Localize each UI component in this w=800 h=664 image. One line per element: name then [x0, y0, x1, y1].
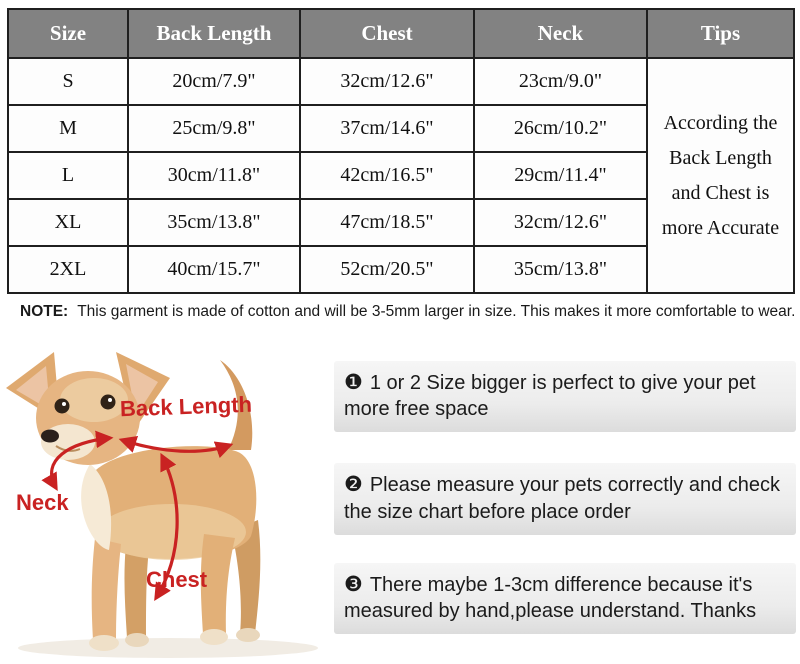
cell-back-length: 40cm/15.7"	[128, 246, 300, 293]
cell-back-length: 25cm/9.8"	[128, 105, 300, 152]
dog-eye	[101, 395, 116, 410]
cell-size: 2XL	[8, 246, 128, 293]
cell-chest: 42cm/16.5"	[300, 152, 474, 199]
cell-back-length: 20cm/7.9"	[128, 58, 300, 105]
dog-eye-highlight	[62, 402, 66, 406]
dog-paw	[89, 635, 119, 651]
table-row	[8, 58, 794, 105]
cell-size: L	[8, 152, 128, 199]
ground-shadow	[18, 638, 318, 658]
tip-item-3	[334, 563, 796, 634]
header-size: Size	[8, 9, 128, 58]
tips-list	[334, 348, 796, 634]
tip-item-1	[334, 361, 796, 432]
tip-3-text: There maybe 1-3cm difference because it's measured by hand,please understand. Thanks	[344, 573, 757, 622]
size-chart-table	[7, 8, 795, 294]
header-back-length: Back Length	[128, 9, 300, 58]
cell-neck: 23cm/9.0"	[474, 58, 647, 105]
tip-2-bullet-icon: ❷	[344, 472, 363, 497]
dog-eye	[55, 399, 70, 414]
cell-chest: 47cm/18.5"	[300, 199, 474, 246]
cell-tips: According the Back Length and Chest is more Accurate	[647, 58, 794, 293]
dog-paw	[200, 629, 228, 645]
tip-1-bullet-icon: ❶	[344, 370, 363, 394]
cell-neck: 35cm/13.8"	[474, 246, 647, 293]
note-line	[20, 303, 796, 321]
cell-size: S	[8, 58, 128, 105]
cell-size: M	[8, 105, 128, 152]
dog-measurement-figure	[0, 348, 332, 664]
neck-label: Neck	[16, 490, 69, 515]
cell-neck: 26cm/10.2"	[474, 105, 647, 152]
cell-back-length: 30cm/11.8"	[128, 152, 300, 199]
cell-size: XL	[8, 199, 128, 246]
note-text: This garment is made of cotton and will be 3-5mm larger in size. This makes it more comfortable to wear.	[77, 303, 796, 320]
dog-paw	[236, 628, 260, 642]
header-neck: Neck	[474, 9, 647, 58]
back-length-arrow	[122, 440, 230, 451]
cell-chest: 32cm/12.6"	[300, 58, 474, 105]
header-tips: Tips	[647, 9, 794, 58]
tip-item-2	[334, 463, 796, 534]
note-label: NOTE:	[20, 303, 69, 320]
table-header-row	[8, 9, 794, 58]
tip-3-bullet-icon: ❸	[344, 571, 363, 596]
tip-1-text: 1 or 2 Size bigger is perfect to give your pet more free space	[344, 372, 756, 421]
cell-chest: 37cm/14.6"	[300, 105, 474, 152]
dog-eye-highlight	[108, 398, 112, 402]
back-length-label: Back Length	[119, 391, 253, 422]
dog-forehead	[60, 378, 128, 422]
dog-front-leg-near	[92, 538, 121, 640]
cell-neck: 29cm/11.4"	[474, 152, 647, 199]
chest-label: Chest	[146, 567, 208, 592]
cell-back-length: 35cm/13.8"	[128, 199, 300, 246]
tip-2-text: Please measure your pets correctly and check the size chart before place order	[344, 474, 781, 523]
cell-chest: 52cm/20.5"	[300, 246, 474, 293]
cell-neck: 32cm/12.6"	[474, 199, 647, 246]
dog-nose	[41, 430, 59, 443]
header-chest: Chest	[300, 9, 474, 58]
dog-paw	[125, 633, 149, 647]
